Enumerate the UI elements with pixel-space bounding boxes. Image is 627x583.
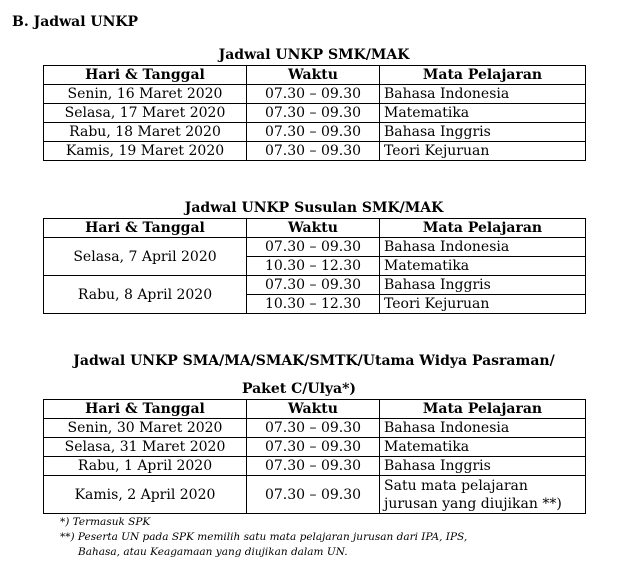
time-cell: 07.30 – 09.30 xyxy=(247,85,380,104)
day-cell: Rabu, 18 Maret 2020 xyxy=(44,123,247,142)
table-header-row xyxy=(44,66,586,85)
time-cell: 07.30 – 09.30 xyxy=(247,238,380,257)
subject-cell: Bahasa Indonesia xyxy=(380,238,586,257)
table3-title-line1: Jadwal UNKP SMA/MA/SMAK/SMTK/Utama Widya Pasraman/ xyxy=(73,353,555,369)
col-header-subject: Mata Pelajaran xyxy=(380,400,586,419)
col-header-day: Hari & Tanggal xyxy=(44,219,247,238)
subject-cell: Matematika xyxy=(380,257,586,276)
col-header-subject: Mata Pelajaran xyxy=(380,219,586,238)
time-cell: 07.30 – 09.30 xyxy=(247,476,380,514)
footnote-2-line1: **) Peserta UN pada SPK memilih satu mata pelajaran jurusan dari IPA, IPS, xyxy=(60,531,468,543)
col-header-time: Waktu xyxy=(247,219,380,238)
table3-title-line2: Paket C/Ulya*) xyxy=(241,381,357,397)
table1-title: Jadwal UNKP SMK/MAK xyxy=(218,47,410,63)
footnote-2-line2: Bahasa, atau Keagamaan yang diujikan dalam UN. xyxy=(78,546,348,558)
subject-cell: Matematika xyxy=(380,438,586,457)
table-row xyxy=(44,457,586,476)
day-cell: Rabu, 8 April 2020 xyxy=(44,276,247,314)
table-row xyxy=(44,276,586,295)
day-cell: Rabu, 1 April 2020 xyxy=(44,457,247,476)
time-cell: 07.30 – 09.30 xyxy=(247,123,380,142)
table-row xyxy=(44,85,586,104)
subject-line-1: Satu mata pelajaran xyxy=(384,477,528,494)
table2-title: Jadwal UNKP Susulan SMK/MAK xyxy=(184,200,444,216)
section-heading: B. Jadwal UNKP xyxy=(12,14,139,30)
col-header-subject: Mata Pelajaran xyxy=(380,66,586,85)
table3-schedule xyxy=(43,399,586,514)
table-row xyxy=(44,123,586,142)
subject-cell: Bahasa Inggris xyxy=(380,123,586,142)
day-cell: Kamis, 2 April 2020 xyxy=(44,476,247,514)
col-header-time: Waktu xyxy=(247,400,380,419)
col-header-day: Hari & Tanggal xyxy=(44,400,247,419)
footnote-1: *) Termasuk SPK xyxy=(60,516,151,528)
table-row xyxy=(44,238,586,257)
table2-schedule xyxy=(43,218,586,314)
subject-cell: Teori Kejuruan xyxy=(380,142,586,161)
day-cell: Selasa, 7 April 2020 xyxy=(44,238,247,276)
footnotes xyxy=(60,515,467,560)
table-header-row xyxy=(44,219,586,238)
table1-schedule xyxy=(43,65,586,161)
subject-cell: Bahasa Inggris xyxy=(380,457,586,476)
table-row xyxy=(44,142,586,161)
subject-cell: Bahasa Indonesia xyxy=(380,85,586,104)
col-header-day: Hari & Tanggal xyxy=(44,66,247,85)
time-cell: 07.30 – 09.30 xyxy=(247,419,380,438)
day-cell: Selasa, 31 Maret 2020 xyxy=(44,438,247,457)
col-header-time: Waktu xyxy=(247,66,380,85)
time-cell: 10.30 – 12.30 xyxy=(247,257,380,276)
table-row xyxy=(44,438,586,457)
subject-cell xyxy=(380,476,586,514)
time-cell: 10.30 – 12.30 xyxy=(247,295,380,314)
day-cell: Selasa, 17 Maret 2020 xyxy=(44,104,247,123)
time-cell: 07.30 – 09.30 xyxy=(247,142,380,161)
subject-cell: Bahasa Indonesia xyxy=(380,419,586,438)
table-row xyxy=(44,419,586,438)
subject-cell: Teori Kejuruan xyxy=(380,295,586,314)
time-cell: 07.30 – 09.30 xyxy=(247,104,380,123)
subject-line-2: jurusan yang diujikan **) xyxy=(384,495,562,512)
time-cell: 07.30 – 09.30 xyxy=(247,457,380,476)
day-cell: Senin, 16 Maret 2020 xyxy=(44,85,247,104)
table-row xyxy=(44,104,586,123)
subject-cell: Matematika xyxy=(380,104,586,123)
table-row xyxy=(44,476,586,514)
time-cell: 07.30 – 09.30 xyxy=(247,276,380,295)
time-cell: 07.30 – 09.30 xyxy=(247,438,380,457)
day-cell: Senin, 30 Maret 2020 xyxy=(44,419,247,438)
day-cell: Kamis, 19 Maret 2020 xyxy=(44,142,247,161)
table-header-row xyxy=(44,400,586,419)
subject-cell: Bahasa Inggris xyxy=(380,276,586,295)
